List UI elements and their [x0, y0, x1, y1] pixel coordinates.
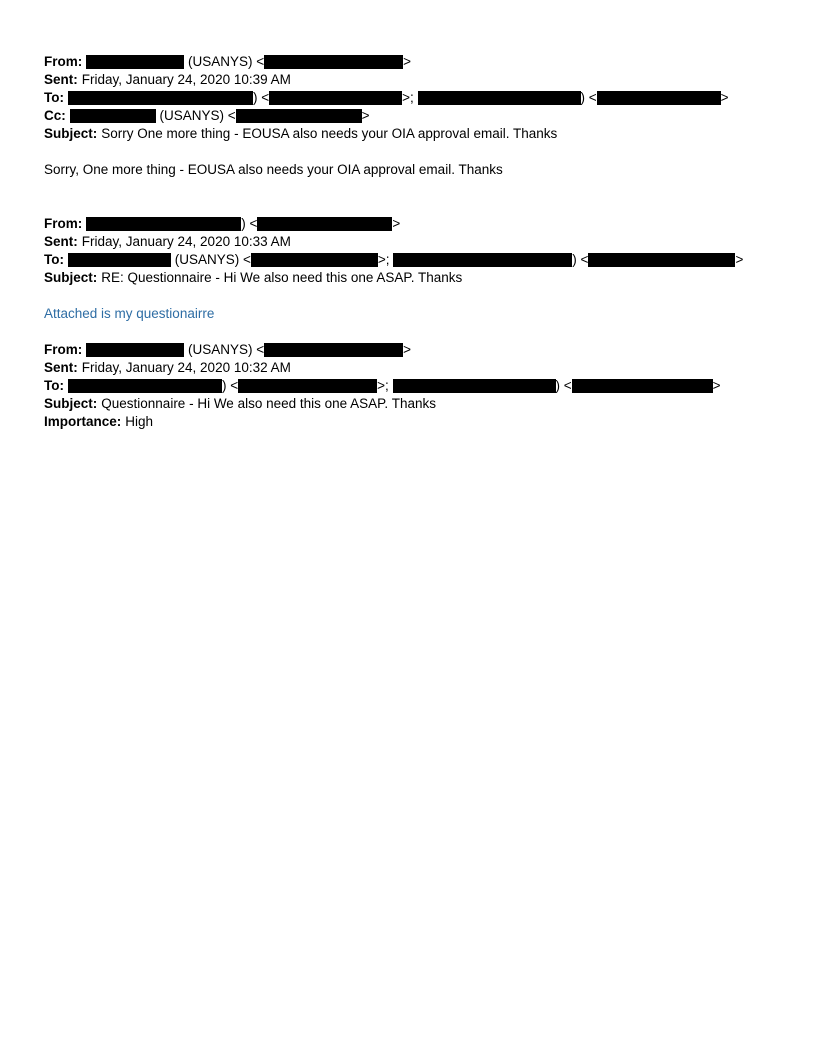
redaction-bar	[588, 253, 735, 267]
redaction-bar	[86, 55, 184, 69]
field-label: Subject:	[44, 396, 98, 411]
email-block-2	[44, 215, 780, 341]
header-text: (USANYS) <	[184, 342, 265, 357]
header-line-to	[44, 89, 780, 107]
field-label: Subject:	[44, 126, 98, 141]
header-line-to	[44, 377, 780, 395]
redaction-bar	[393, 379, 556, 393]
header-line-from	[44, 341, 780, 359]
body-paragraph	[44, 305, 780, 323]
header-text: >	[720, 90, 729, 105]
blank-line	[44, 287, 780, 305]
header-line-sent	[44, 233, 780, 251]
body-text: Sorry, One more thing - EOUSA also needs your OIA approval email. Thanks	[44, 162, 503, 177]
header-line-cc	[44, 107, 780, 125]
redaction-bar	[86, 343, 184, 357]
header-text: Friday, January 24, 2020 10:33 AM	[81, 234, 291, 249]
header-text: Sorry One more thing - EOUSA also needs your OIA approval email. Thanks	[101, 126, 558, 141]
redaction-bar	[257, 217, 392, 231]
field-label: To:	[44, 252, 64, 267]
header-text: ) <	[572, 252, 589, 267]
redaction-bar	[236, 109, 362, 123]
redaction-bar	[86, 217, 241, 231]
email-block-1	[44, 53, 780, 215]
field-label: From:	[44, 216, 83, 231]
field-label: Sent:	[44, 360, 78, 375]
redaction-bar	[251, 253, 378, 267]
redaction-bar	[68, 91, 253, 105]
field-label: To:	[44, 90, 64, 105]
header-text: ) <	[253, 90, 270, 105]
header-line-from	[44, 53, 780, 71]
header-text: (USANYS) <	[155, 108, 236, 123]
header-line-sent	[44, 71, 780, 89]
header-text: Questionnaire - Hi We also need this one ASAP. Thanks	[101, 396, 436, 411]
header-line-to	[44, 251, 780, 269]
header-text: >	[403, 54, 412, 69]
redaction-bar	[68, 379, 222, 393]
redaction-bar	[238, 379, 377, 393]
redaction-bar	[70, 109, 156, 123]
header-text: >	[361, 108, 370, 123]
blank-line	[44, 179, 780, 197]
blank-line	[44, 323, 780, 341]
blank-line	[44, 143, 780, 161]
header-text: >;	[402, 90, 418, 105]
header-text: >;	[377, 378, 393, 393]
field-label: To:	[44, 378, 64, 393]
header-text: >;	[377, 252, 394, 267]
header-text: >	[403, 342, 412, 357]
header-text: ) <	[241, 216, 258, 231]
redaction-bar	[264, 343, 403, 357]
field-label: Sent:	[44, 72, 78, 87]
redaction-bar	[269, 91, 402, 105]
email-thread	[44, 53, 780, 431]
redaction-bar	[68, 253, 171, 267]
header-text: High	[125, 414, 154, 429]
field-label: Cc:	[44, 108, 66, 123]
field-label: Importance:	[44, 414, 122, 429]
header-text: (USANYS) <	[184, 54, 265, 69]
header-line-subject	[44, 395, 780, 413]
header-text: >	[712, 378, 721, 393]
header-text: ) <	[555, 378, 572, 393]
redaction-bar	[393, 253, 572, 267]
field-label: From:	[44, 342, 83, 357]
redaction-bar	[418, 91, 581, 105]
header-text: Friday, January 24, 2020 10:32 AM	[81, 360, 291, 375]
header-text: (USANYS) <	[171, 252, 251, 267]
header-text: >	[392, 216, 401, 231]
header-line-subject	[44, 269, 780, 287]
email-block-3	[44, 341, 780, 431]
field-label: Sent:	[44, 234, 78, 249]
header-text: RE: Questionnaire - Hi We also need this one ASAP. Thanks	[101, 270, 463, 285]
redaction-bar	[597, 91, 721, 105]
blank-line	[44, 197, 780, 215]
header-line-from	[44, 215, 780, 233]
field-label: From:	[44, 54, 83, 69]
header-text: ) <	[222, 378, 239, 393]
header-text: Friday, January 24, 2020 10:39 AM	[81, 72, 291, 87]
body-text-blue: Attached is my questionairre	[44, 306, 215, 321]
header-text: >	[735, 252, 744, 267]
header-line-importance	[44, 413, 780, 431]
field-label: Subject:	[44, 270, 98, 285]
header-line-sent	[44, 359, 780, 377]
redaction-bar	[572, 379, 713, 393]
header-line-subject	[44, 125, 780, 143]
body-paragraph	[44, 161, 780, 179]
redaction-bar	[264, 55, 403, 69]
header-text: ) <	[580, 90, 597, 105]
